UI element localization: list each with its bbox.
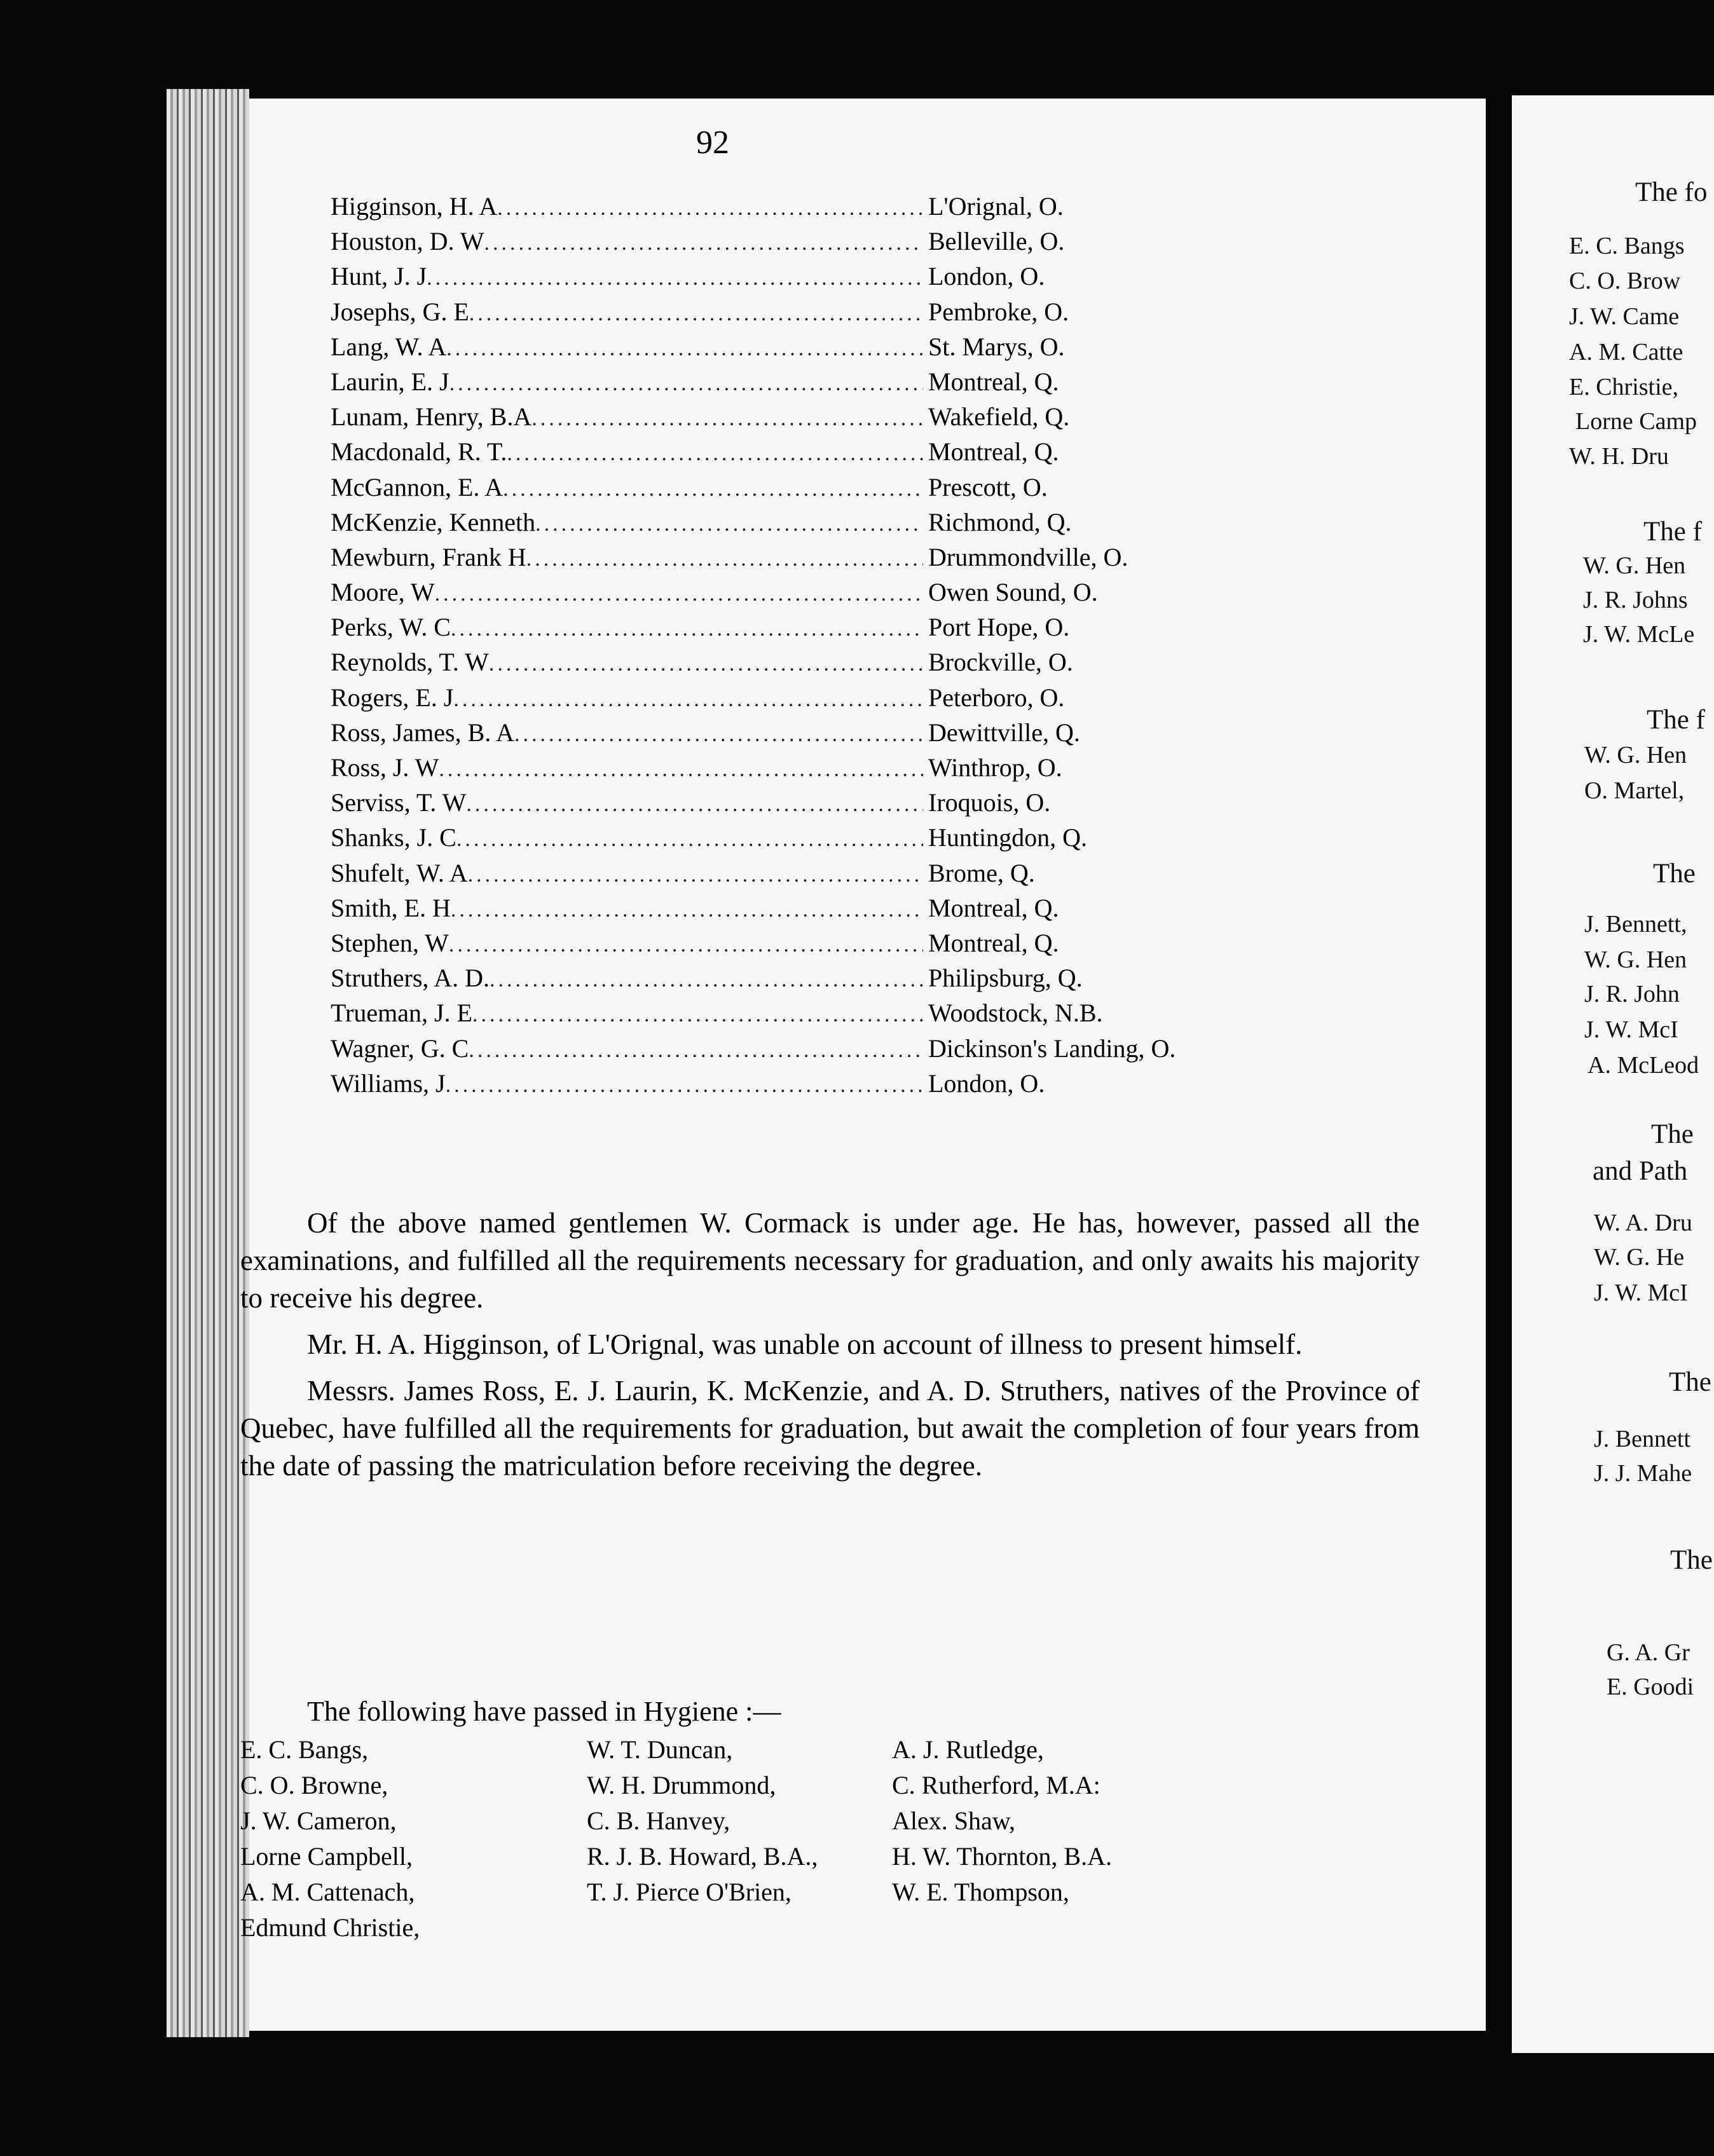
right-page-name-fragment: J. Bennett, [1584,911,1687,938]
paragraph-quebec: Messrs. James Ross, E. J. Laurin, K. McKenzie, and A. D. Struthers, natives of the Province of Quebec, have fulfilled all the requirements for graduation, but await the completion of four years from the date of passing the matriculation before receiving the degree. [240,1375,1420,1482]
right-page-name-fragment: Lorne Camp [1575,408,1697,435]
graduate-place: Richmond, Q. [928,507,1072,536]
body-text [240,1204,1420,1485]
hygiene-name: A. M. Cattenach, [240,1878,415,1906]
graduate-entry [331,820,1233,855]
right-page-heading-fragment: The f [1643,517,1702,547]
graduate-name: Lunam, Henry, B.A [331,402,532,432]
graduate-place: Montreal, Q. [928,367,1059,396]
leader-dots [526,542,923,577]
graduate-name: Rogers, E. J [331,683,454,712]
leader-dots [484,226,923,261]
right-page-name-fragment: J. W. McI [1584,1016,1678,1043]
graduate-place: Brome, Q. [928,858,1035,887]
graduate-name: Ross, James, B. A [331,718,514,747]
leader-dots [490,962,923,997]
graduate-place: Montreal, Q. [928,928,1059,957]
hygiene-name: W. T. Duncan, [587,1735,733,1764]
hygiene-name: C. Rutherford, M.A: [892,1771,1100,1799]
graduate-place: Winthrop, O. [928,753,1062,782]
graduate-entry [331,259,1233,294]
graduate-place: Huntingdon, Q. [928,823,1087,852]
graduate-place: Port Hope, O. [928,613,1070,642]
graduate-name: Higginson, H. A [331,192,498,221]
graduate-entry [331,364,1233,399]
right-page-heading-fragment: and Path [1593,1156,1688,1186]
graduate-entry [331,856,1233,890]
leader-dots [489,646,923,681]
paragraph-higginson: Mr. H. A. Higginson, of L'Orignal, was unable on account of illness to present himself. [307,1328,1303,1360]
hygiene-name: Edmund Christie, [240,1913,420,1942]
leader-dots [535,507,923,542]
leader-dots [468,857,923,892]
graduate-entry [331,1066,1233,1101]
right-page-heading-fragment: The f [1647,705,1705,735]
graduate-place: Prescott, O. [928,472,1048,501]
hygiene-column-2 [587,1732,818,1910]
leader-dots [446,331,923,366]
leader-dots [439,752,923,787]
graduate-name: Shufelt, W. A [331,858,468,887]
right-page-name-fragment: A. M. Catte [1569,339,1683,365]
graduate-entry [331,540,1233,575]
leader-dots [514,717,923,752]
right-page-name-fragment: W. G. He [1594,1244,1685,1271]
graduate-place: Dickinson's Landing, O. [928,1034,1176,1063]
right-page-name-fragment: E. Goodi [1607,1674,1694,1700]
right-page-name-fragment: W. G. Hen [1583,552,1686,579]
graduate-name: Lang, W. A [331,332,447,361]
graduate-entry [331,750,1233,785]
right-page-name-fragment: J. W. McLe [1583,621,1695,648]
leader-dots [466,787,923,822]
leader-dots [472,997,923,1032]
right-page-name-fragment: J. Bennett [1594,1426,1690,1452]
hygiene-name: A. J. Rutledge, [892,1735,1044,1764]
graduate-name: Wagner, G. C [331,1034,469,1063]
hygiene-name: E. C. Bangs, [240,1735,369,1764]
graduate-entry [331,1031,1233,1066]
leader-dots [469,1033,923,1068]
graduate-entry [331,434,1233,469]
graduate-name: Williams, J [331,1068,446,1098]
graduate-name: Stephen, W [331,928,449,957]
graduate-place: Philipsburg, Q. [928,964,1083,993]
graduate-entry [331,575,1233,610]
graduate-entry [331,890,1233,925]
right-page-heading-fragment: The fo [1635,177,1708,207]
graduate-place: Belleville, O. [928,227,1065,256]
page-number: 92 [696,125,729,161]
right-page [1512,95,1714,2053]
graduate-place: St. Marys, O. [928,332,1065,361]
graduate-place: London, O. [928,1068,1045,1098]
hygiene-name: Alex. Shaw, [892,1806,1016,1835]
hygiene-name: W. E. Thompson, [892,1878,1069,1906]
right-page-name-fragment: W. G. Hen [1584,742,1687,768]
graduate-place: Brockville, O. [928,648,1073,677]
graduate-entry [331,470,1233,505]
graduate-entry [331,645,1233,679]
hygiene-name: H. W. Thornton, B.A. [892,1842,1112,1871]
right-page-name-fragment: J. W. McI [1594,1279,1688,1306]
graduate-place: Dewittville, Q. [928,718,1080,747]
hygiene-name: T. J. Pierce O'Brien, [587,1878,792,1906]
hygiene-name: J. W. Cameron, [240,1806,397,1835]
graduate-entry [331,995,1233,1030]
leader-dots [435,577,923,611]
graduate-name: McGannon, E. A [331,472,504,501]
leader-dots [449,366,923,401]
graduate-entry [331,329,1233,364]
graduate-entry [331,189,1233,224]
right-page-name-fragment: C. O. Brow [1569,268,1681,294]
graduate-name: Trueman, J. E [331,999,472,1028]
hygiene-heading: The following have passed in Hygiene :— [307,1696,781,1727]
graduate-name: Hunt, J. J [331,262,427,291]
right-page-name-fragment: E. Christie, [1569,374,1679,400]
leader-dots [451,892,923,927]
right-page-name-fragment: J. R. John [1584,981,1680,1007]
graduate-name: Josephs, G. E [331,297,469,326]
hygiene-name: C. O. Browne, [240,1771,388,1799]
hygiene-column-3 [892,1732,1112,1910]
right-page-heading-fragment: The [1651,1119,1694,1149]
graduate-name: Serviss, T. W [331,788,467,817]
right-page-name-fragment: A. McLeod [1587,1052,1699,1079]
graduate-place: Owen Sound, O. [928,578,1098,607]
leader-dots [446,1068,923,1103]
right-page-heading-fragment: The [1653,859,1696,889]
leader-dots [507,436,923,471]
graduate-place: Pembroke, O. [928,297,1069,326]
right-page-name-fragment: O. Martel, [1584,777,1685,804]
paragraph-cormack: Of the above named gentlemen W. Cormack is under age. He has, however, passed all the examinations, and fulfilled all the requirements necessary for graduation, and only awaits his majority to receive his degree. [240,1207,1420,1314]
hygiene-name: C. B. Hanvey, [587,1806,730,1835]
graduate-place: Peterboro, O. [928,683,1065,712]
graduate-place: London, O. [928,262,1045,291]
graduate-name: Smith, E. H [331,893,451,922]
leader-dots [456,822,923,857]
leader-dots [453,682,923,717]
graduate-entry [331,785,1233,820]
graduate-entry [331,505,1233,540]
graduate-place: Wakefield, Q. [928,402,1070,432]
graduate-entry [331,294,1233,329]
graduate-name: Struthers, A. D. [331,964,490,993]
graduate-place: Montreal, Q. [928,893,1059,922]
right-page-name-fragment: W. H. Dru [1569,443,1669,470]
graduate-entry [331,680,1233,715]
right-page-name-fragment: J. J. Mahe [1594,1460,1692,1487]
leader-dots [503,472,923,507]
leader-dots [451,611,923,646]
right-page-heading-fragment: The [1670,1545,1713,1575]
graduate-entry [331,399,1233,434]
graduate-entry [331,610,1233,645]
leader-dots [449,927,923,962]
graduate-name: Mewburn, Frank H [331,542,526,571]
right-page-name-fragment: W. A. Dru [1594,1210,1692,1236]
leader-dots [531,401,923,436]
right-page-name-fragment: W. G. Hen [1584,946,1687,973]
graduate-entry [331,224,1233,259]
hygiene-column-1 [240,1732,420,1946]
right-page-name-fragment: J. R. Johns [1583,587,1688,613]
hygiene-name: Lorne Campbell, [240,1842,413,1871]
graduate-place: Iroquois, O. [928,788,1051,817]
graduate-entry [331,960,1233,995]
leader-dots [469,296,923,331]
graduate-name: Shanks, J. C [331,823,456,852]
graduate-entry [331,925,1233,960]
graduate-name: Perks, W. C [331,613,451,642]
graduate-list [331,189,1233,1101]
graduate-name: Macdonald, R. T. [331,437,507,467]
graduate-place: Montreal, Q. [928,437,1059,467]
right-page-name-fragment: E. C. Bangs [1569,233,1685,259]
graduate-name: McKenzie, Kenneth [331,507,536,536]
graduate-entry [331,715,1233,750]
graduate-place: Woodstock, N.B. [928,999,1103,1028]
leader-dots [427,261,923,296]
graduate-place: L'Orignal, O. [928,192,1064,221]
graduate-name: Laurin, E. J [331,367,449,396]
right-page-heading-fragment: The [1669,1367,1711,1397]
hygiene-name: R. J. B. Howard, B.A., [587,1842,818,1871]
right-page-name-fragment: G. A. Gr [1607,1639,1690,1666]
graduate-name: Houston, D. W [331,227,484,256]
graduate-name: Ross, J. W [331,753,439,782]
hygiene-section [240,1694,1423,1942]
right-page-name-fragment: J. W. Came [1569,303,1680,330]
leader-dots [497,191,923,226]
graduate-name: Reynolds, T. W [331,648,489,677]
graduate-place: Drummondville, O. [928,542,1128,571]
book-spine-edge [167,89,249,2037]
graduate-name: Moore, W [331,578,435,607]
hygiene-name: W. H. Drummond, [587,1771,776,1799]
